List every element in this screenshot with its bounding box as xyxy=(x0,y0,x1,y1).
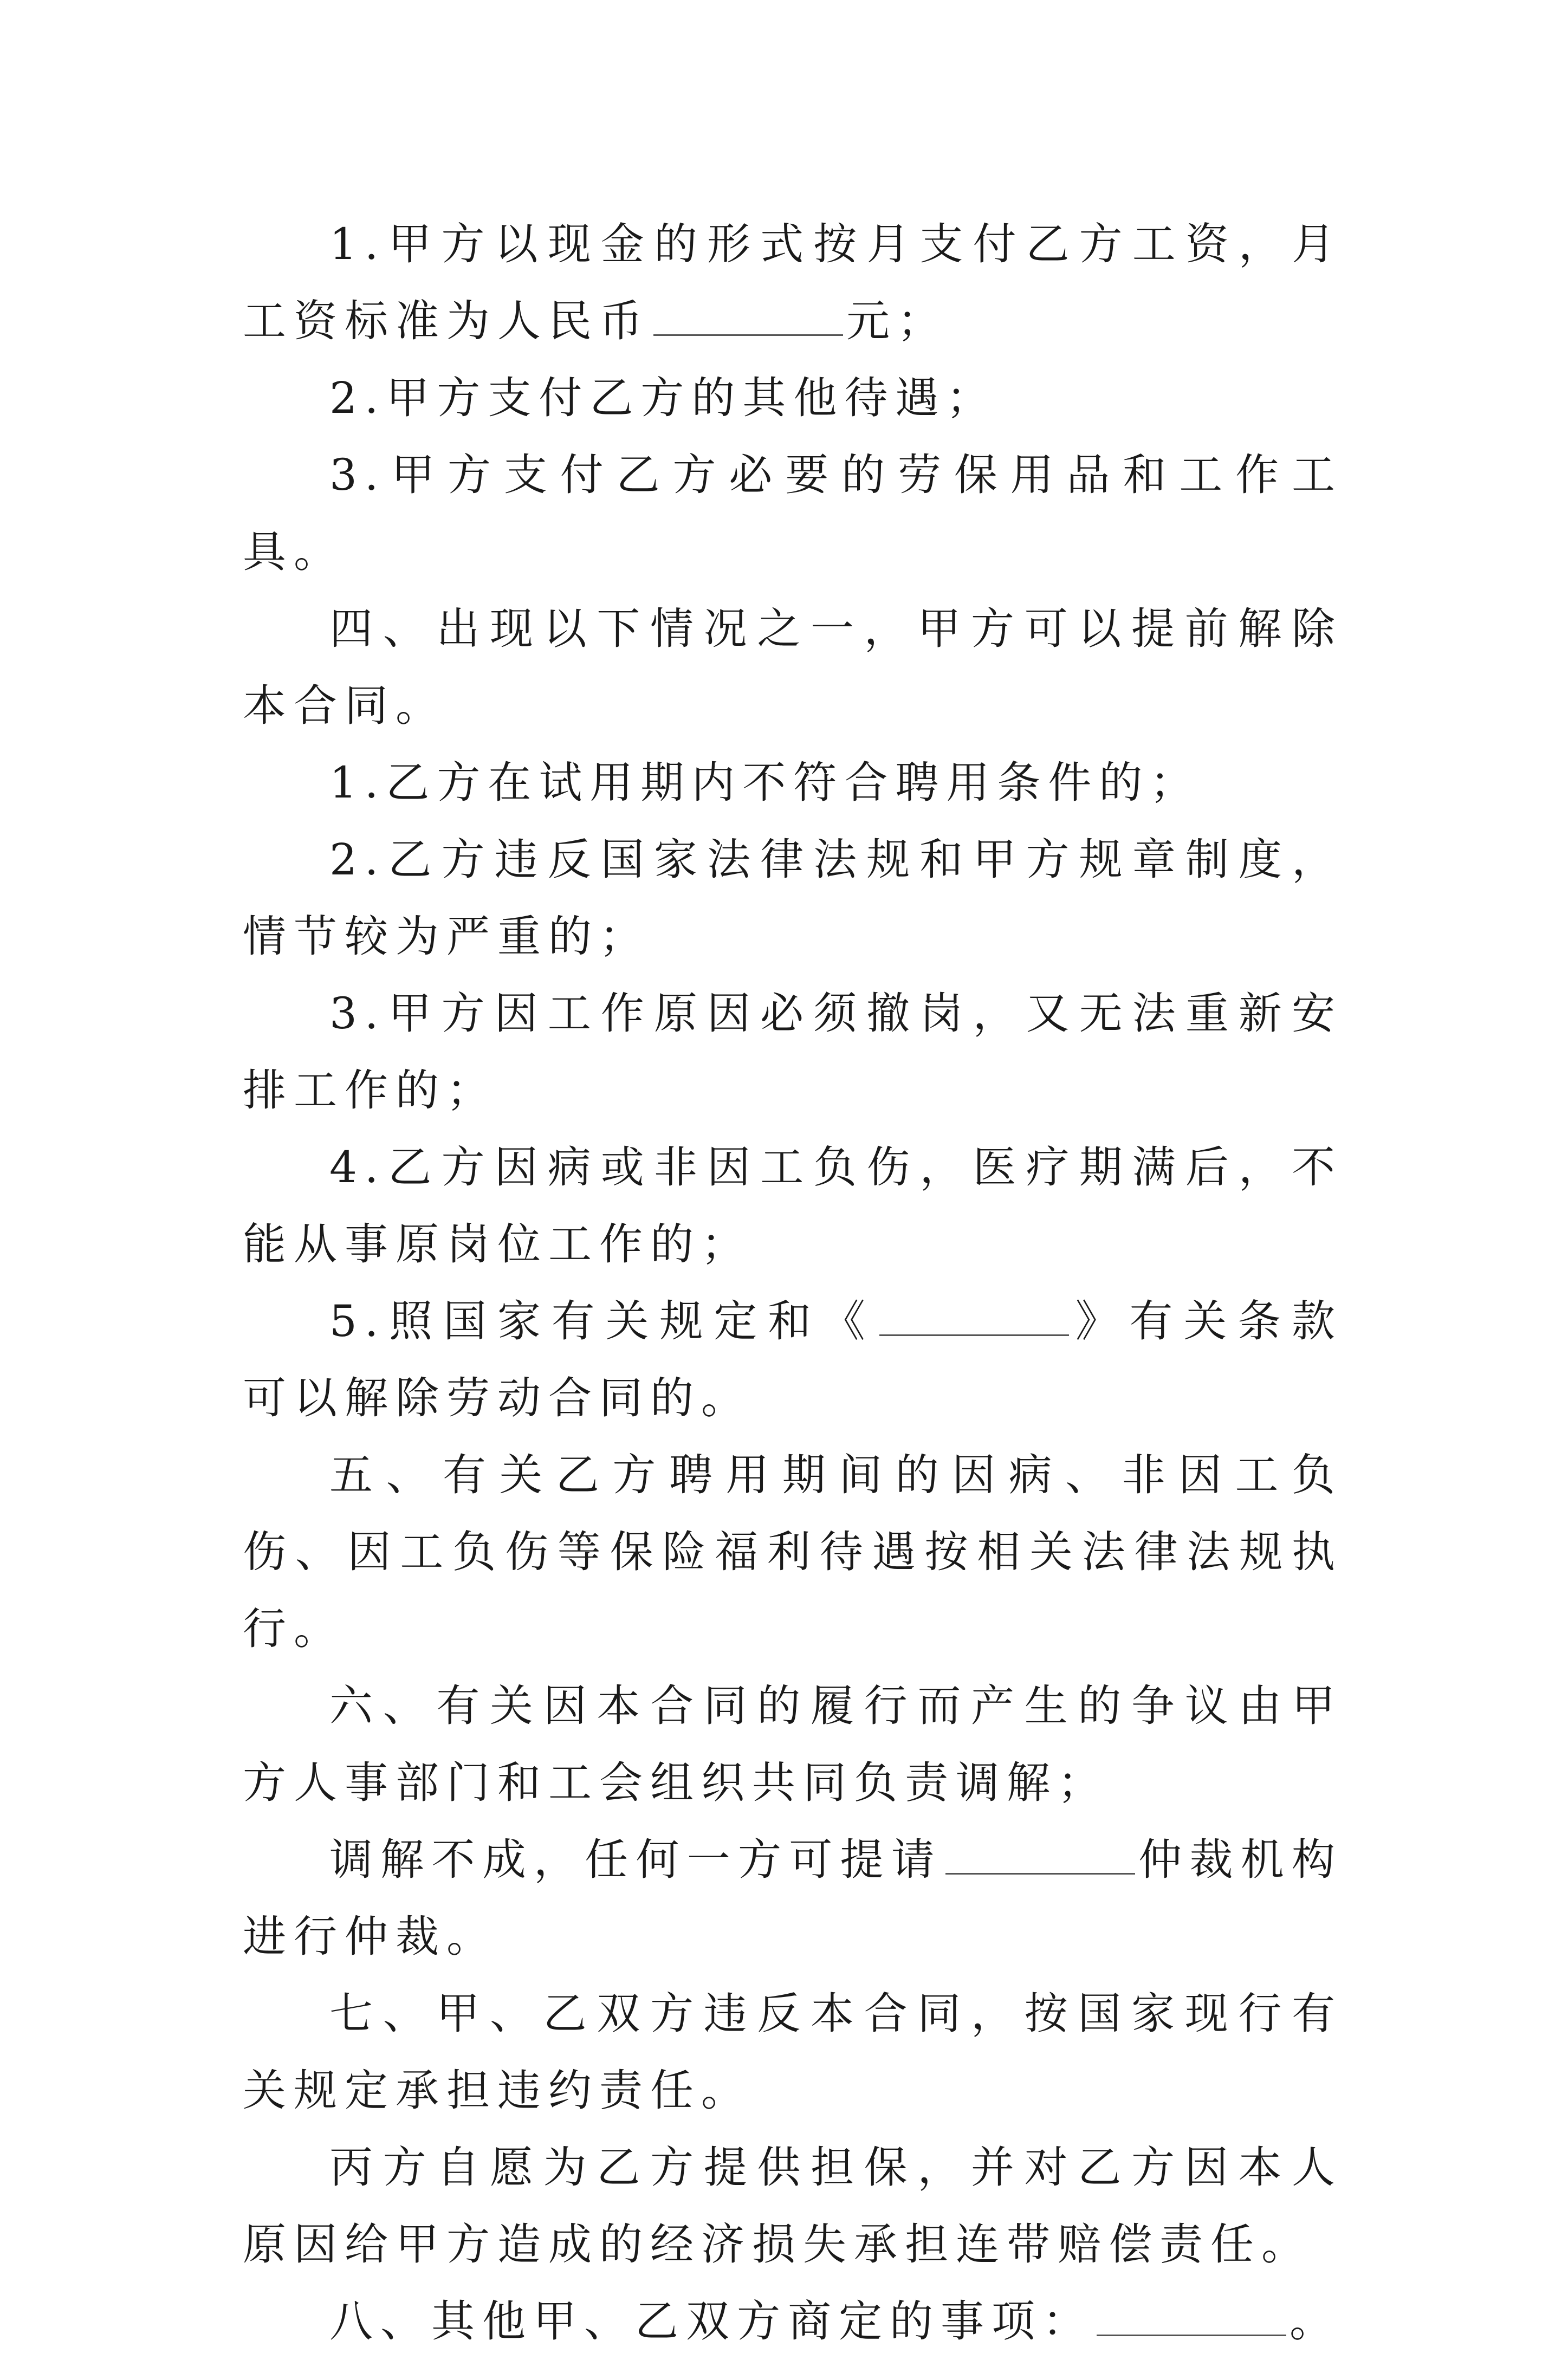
section-heading-breach xyxy=(243,1975,1343,2129)
paragraph-text: 元； xyxy=(846,296,948,346)
paragraph-guarantor xyxy=(243,2129,1343,2283)
paragraph-other-benefits xyxy=(243,360,1343,437)
paragraph-text: 仲裁机构进行仲裁。 xyxy=(243,1834,1343,1962)
fill-in-blank-regulation-name[interactable] xyxy=(879,1302,1069,1336)
paragraph-text: 3.甲方因工作原因必须撤岗，又无法重新安排工作的； xyxy=(243,988,1343,1116)
document-body xyxy=(243,206,1343,2360)
fill-in-blank-arbitration[interactable] xyxy=(945,1840,1135,1875)
paragraph-text: 八、其他甲、乙双方商定的事项： xyxy=(329,2296,1093,2346)
paragraph-text: 。 xyxy=(1290,2296,1340,2346)
paragraph-text: 五、有关乙方聘用期间的因病、非因工负伤、因工负伤等保险福利待遇按相关法律法规执行。 xyxy=(243,1450,1343,1654)
paragraph-text: 1.甲方以现金的形式按月支付乙方工资，月工资标准为人民币 xyxy=(243,219,1343,346)
section-heading-disputes xyxy=(243,1668,1343,1821)
paragraph-violation xyxy=(243,821,1343,975)
paragraph-text: 丙方自愿为乙方提供担保，并对乙方因本人原因给甲方造成的经济损失承担连带赔偿责任。 xyxy=(243,2142,1343,2270)
paragraph-arbitration xyxy=(243,1821,1343,1975)
section-heading-termination xyxy=(243,591,1343,744)
paragraph-text: 2.乙方违反国家法律法规和甲方规章制度，情节较为严重的； xyxy=(243,834,1343,962)
section-heading-insurance xyxy=(243,1437,1343,1668)
paragraph-illness xyxy=(243,1129,1343,1283)
paragraph-text: 》有关条款可以解除劳动合同的。 xyxy=(243,1296,1343,1423)
paragraph-text: 3.甲方支付乙方必要的劳保用品和工作工具。 xyxy=(243,450,1343,577)
paragraph-probation xyxy=(243,744,1343,821)
paragraph-text: 1.乙方在试用期内不符合聘用条件的； xyxy=(329,757,1201,808)
paragraph-text: 调解不成，任何一方可提请 xyxy=(329,1834,942,1885)
paragraph-text: 六、有关因本合同的履行而产生的争议由甲方人事部门和工会组织共同负责调解； xyxy=(243,1681,1343,1808)
fill-in-blank-other-matters[interactable] xyxy=(1097,2302,1286,2336)
paragraph-text: 七、甲、乙双方违反本合同，按国家现行有关规定承担违约责任。 xyxy=(243,1988,1343,2116)
fill-in-blank-salary[interactable] xyxy=(653,302,843,336)
paragraph-labor-supplies xyxy=(243,437,1343,591)
paragraph-regulations xyxy=(243,1283,1343,1437)
paragraph-text: 4.乙方因病或非因工负伤，医疗期满后，不能从事原岗位工作的； xyxy=(243,1142,1343,1269)
paragraph-text: 5.照国家有关规定和《 xyxy=(329,1296,876,1346)
section-heading-other-matters xyxy=(243,2283,1343,2360)
paragraph-salary xyxy=(243,206,1343,360)
paragraph-text: 2.甲方支付乙方的其他待遇； xyxy=(329,373,997,423)
paragraph-text: 四、出现以下情况之一，甲方可以提前解除本合同。 xyxy=(243,604,1343,731)
paragraph-position-removed xyxy=(243,975,1343,1129)
